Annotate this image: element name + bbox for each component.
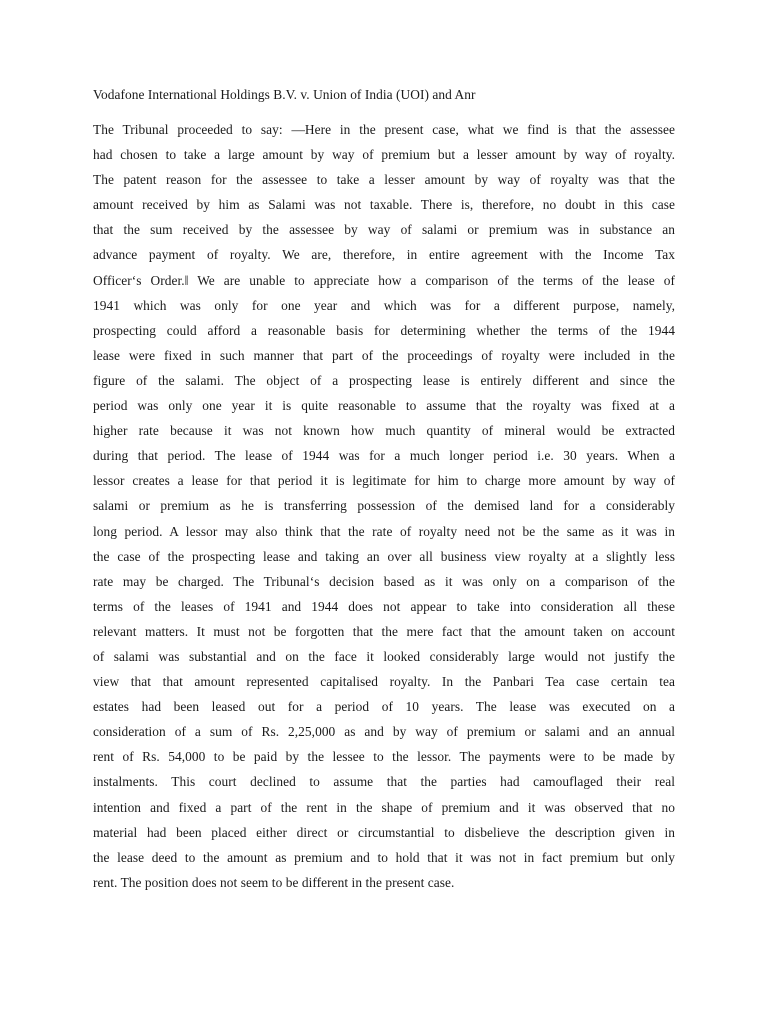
body-text-line: intention and fixed a part of the rent in the shape of premium and it was observed that no — [93, 799, 675, 815]
document-title: Vodafone International Holdings B.V. v. Union of India (UOI) and Anr — [93, 87, 476, 102]
body-text-line: rent. The position does not seem to be different in the present case. — [93, 874, 455, 890]
body-text-line: terms of the leases of 1941 and 1944 does not appear to take into consideration all these — [93, 598, 675, 614]
body-text-line: that the sum received by the assessee by way of salami or premium was in substance an — [93, 222, 675, 238]
body-text-line: the lease deed to the amount as premium and to hold that it was not in fact premium but only — [93, 849, 675, 865]
body-text-line: estates had been leased out for a period of 10 years. The lease was executed on a — [93, 699, 675, 715]
body-text-line: period was only one year it is quite reasonable to assume that the royalty was fixed at a — [93, 398, 675, 414]
body-text-line: instalments. This court declined to assume that the parties had camouflaged their real — [93, 774, 675, 790]
body-text-line: lessor creates a lease for that period it is legitimate for him to charge more amount by way of — [93, 473, 675, 489]
body-text-line: rent of Rs. 54,000 to be paid by the lessee to the lessor. The payments were to be made by — [93, 749, 675, 765]
body-text-line: figure of the salami. The object of a prospecting lease is entirely different and since the — [93, 372, 675, 388]
body-text-line: The patent reason for the assessee to take a lesser amount by way of royalty was that the — [93, 172, 675, 188]
body-text-line: advance payment of royalty. We are, therefore, in entire agreement with the Income Tax — [93, 247, 675, 263]
body-text-line: during that period. The lease of 1944 was for a much longer period i.e. 30 years. When a — [93, 448, 675, 464]
body-text-line: 1941 which was only for one year and which was for a different purpose, namely, — [93, 297, 675, 313]
body-text-line: Officer‘s Order.‖ We are unable to appreciate how a comparison of the terms of the lease of — [93, 272, 675, 288]
body-text-line: had chosen to take a large amount by way of premium but a lesser amount by way of royalty. — [93, 147, 675, 163]
body-text-line: prospecting could afford a reasonable basis for determining whether the terms of the 1944 — [93, 322, 675, 338]
body-text-line: of salami was substantial and on the face it looked considerably large would not justify the — [93, 648, 675, 664]
body-text-line: view that that amount represented capitalised royalty. In the Panbari Tea case certain tea — [93, 674, 675, 690]
body-text-line: rate may be charged. The Tribunal‘s decision based as it was only on a comparison of the — [93, 573, 675, 589]
body-text-line: The Tribunal proceeded to say: ―Here in the present case, what we find is that the assessee — [93, 122, 675, 137]
document-body — [93, 117, 675, 895]
body-text-line: material had been placed either direct or circumstantial to disbelieve the description given in — [93, 824, 675, 840]
body-text-line: amount received by him as Salami was not taxable. There is, therefore, no doubt in this case — [93, 197, 675, 213]
body-text-line: lease were fixed in such manner that part of the proceedings of royalty were included in the — [93, 347, 675, 363]
body-text-line: long period. A lessor may also think that the rate of royalty need not be the same as it was in — [93, 523, 675, 539]
body-text-line: the case of the prospecting lease and taking an over all business view royalty at a slightly less — [93, 548, 675, 564]
body-text-line: consideration of a sum of Rs. 2,25,000 as and by way of premium or salami and an annual — [93, 724, 675, 740]
body-text-line: higher rate because it was not known how much quantity of mineral would be extracted — [93, 423, 675, 439]
body-text-line: relevant matters. It must not be forgotten that the mere fact that the amount taken on account — [93, 623, 675, 639]
body-text-line: salami or premium as he is transferring possession of the demised land for a considerably — [93, 498, 675, 514]
